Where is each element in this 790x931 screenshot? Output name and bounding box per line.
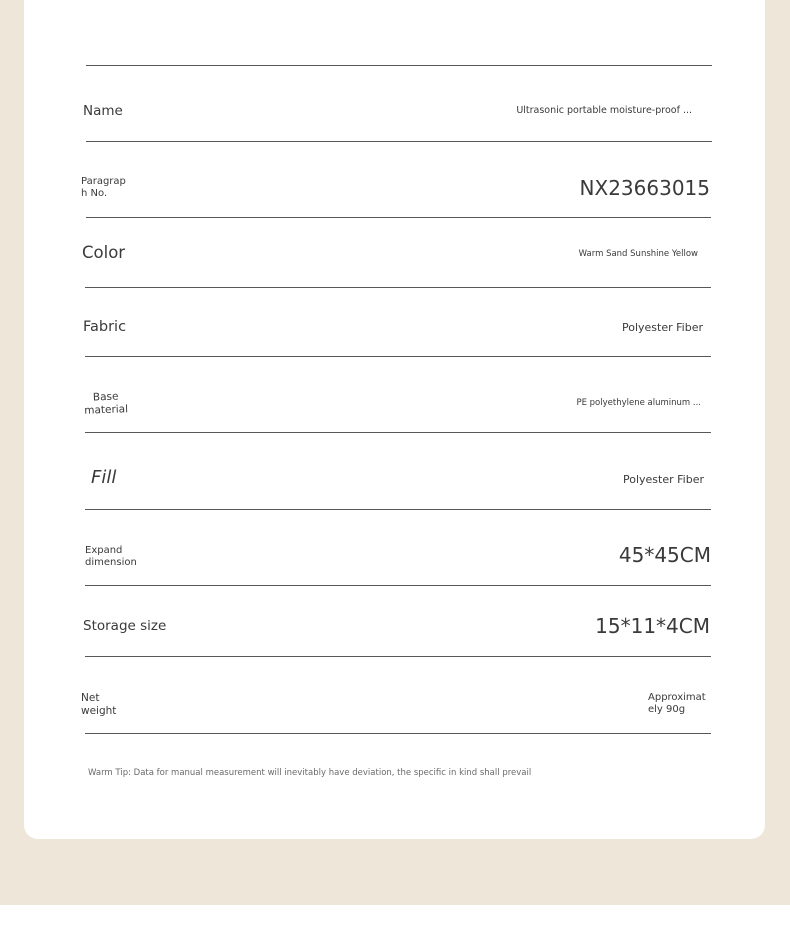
divider-rule xyxy=(86,217,711,218)
spec-value-color: Warm Sand Sunshine Yellow xyxy=(578,249,698,259)
warm-tip-note: Warm Tip: Data for manual measurement will inevitably have deviation, the specific in kind shall prevail xyxy=(88,768,532,778)
spec-value-storage-size: 15*11*4CM xyxy=(595,614,710,638)
spec-value-fabric: Polyester Fiber xyxy=(622,321,703,334)
spec-label-net-weight: Net weight xyxy=(81,692,117,717)
spec-label-storage-size: Storage size xyxy=(83,618,167,634)
divider-rule xyxy=(86,141,712,142)
spec-label-color: Color xyxy=(82,243,126,262)
divider-rule xyxy=(85,287,711,288)
divider-rule xyxy=(85,656,711,657)
spec-value-paragraph-no: NX23663015 xyxy=(579,176,710,200)
divider-rule xyxy=(85,509,711,510)
spec-label-fill: Fill xyxy=(91,467,117,488)
divider-rule xyxy=(85,585,711,586)
divider-rule xyxy=(85,733,711,734)
spec-label-name: Name xyxy=(83,103,123,119)
spec-label-fabric: Fabric xyxy=(83,319,127,335)
spec-label-base-material: Base material xyxy=(84,390,129,417)
divider-rule xyxy=(86,65,712,66)
spec-label-expand-dimension: Expand dimension xyxy=(85,545,137,568)
divider-rule xyxy=(85,356,711,357)
spec-value-base-material: PE polyethylene aluminum ... xyxy=(576,398,701,408)
spec-value-net-weight: Approximat ely 90g xyxy=(648,692,706,715)
divider-rule xyxy=(85,432,711,433)
spec-value-expand-dimension: 45*45CM xyxy=(618,543,711,567)
spec-label-paragraph-no: Paragrap h No. xyxy=(81,176,126,199)
spec-value-name: Ultrasonic portable moisture-proof ... xyxy=(516,105,692,116)
spec-value-fill: Polyester Fiber xyxy=(623,473,704,486)
